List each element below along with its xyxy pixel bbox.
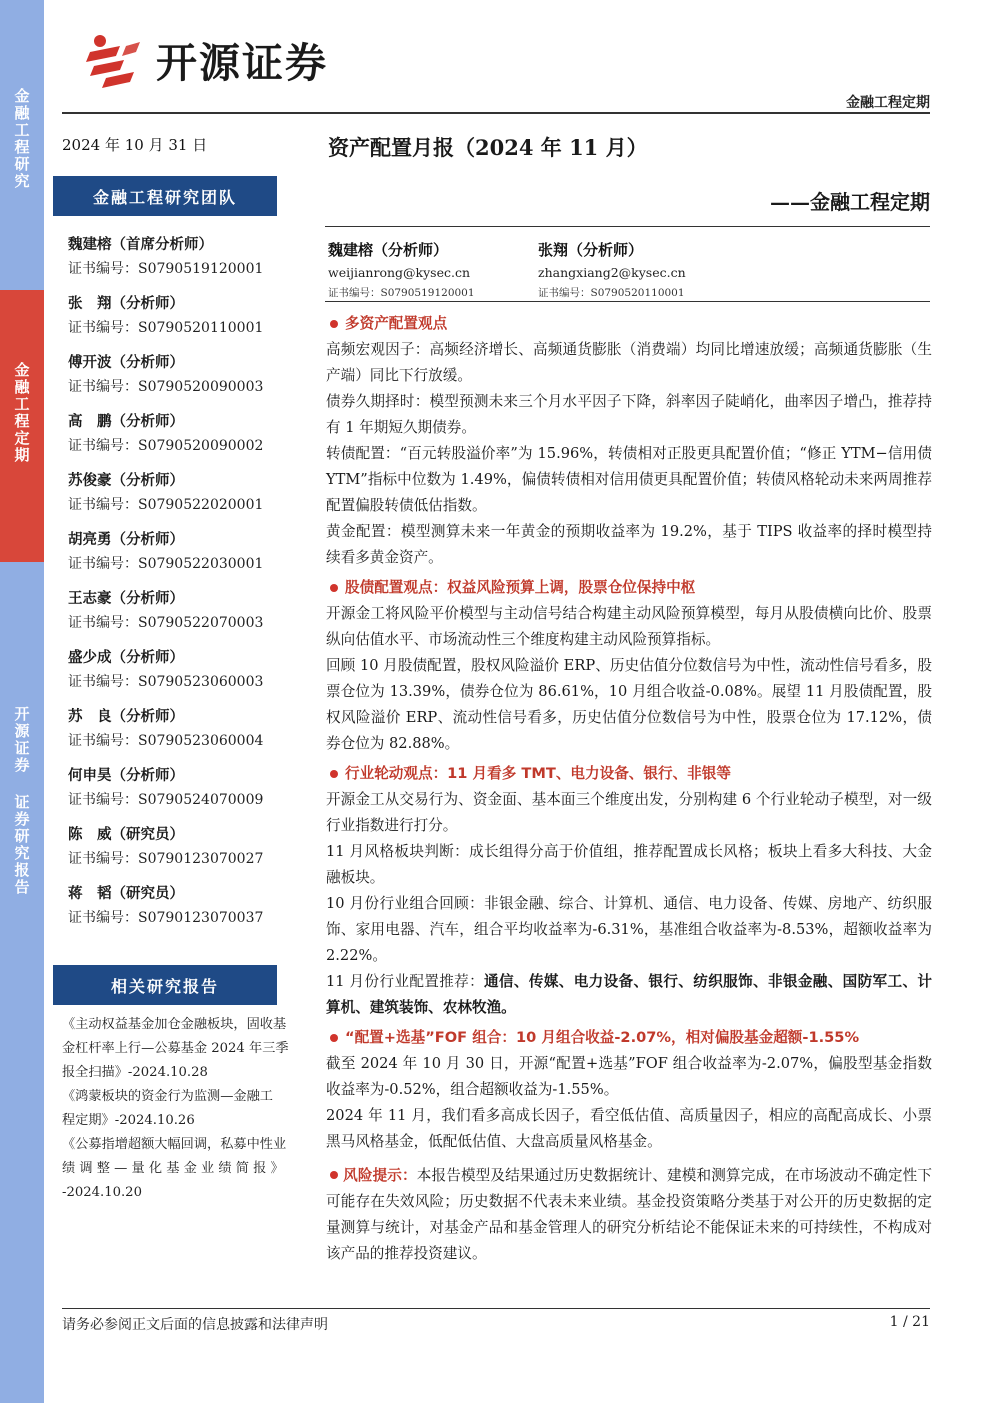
title-divider <box>325 226 930 227</box>
risk-label: 风险提示： <box>343 1167 417 1184</box>
author-block <box>538 238 686 302</box>
analyst-entry <box>68 233 288 281</box>
analyst-name: 张 翔（分析师） <box>68 296 184 312</box>
author-email[interactable]: weijianrong@kysec.cn <box>328 265 470 280</box>
analyst-cert: 证书编号：S0790520090002 <box>68 438 264 454</box>
analyst-cert: 证书编号：S0790520090003 <box>68 379 264 395</box>
section-heading-text: “配置+选基”FOF 组合：10 月组合收益-2.07%，相对偏股基金超额-1.55% <box>345 1029 860 1046</box>
analyst-name: 盛少成（分析师） <box>68 650 184 666</box>
analyst-name: 胡亮勇（分析师） <box>68 532 184 548</box>
report-summary <box>326 311 932 1267</box>
section-heading <box>326 1025 932 1051</box>
analyst-entry <box>68 351 288 399</box>
author-name: 张翔（分析师） <box>538 241 644 259</box>
analyst-cert: 证书编号：S0790519120001 <box>68 261 264 277</box>
analyst-cert: 证书编号：S0790522020001 <box>68 497 264 513</box>
paragraph: 10 月份行业组合回顾：非银金融、综合、计算机、通信、电力设备、传媒、房地产、纺织服饰、家用电器、汽车，组合平均收益率为-6.31%，基准组合收益率为-8.53%，超额收益率为 2.22%。 <box>326 895 932 964</box>
analyst-name: 何申昊（分析师） <box>68 768 184 784</box>
report-title: 资产配置月报（2024 年 11 月） <box>328 135 648 160</box>
logo-text: 开源证券 <box>156 39 328 87</box>
analyst-entry <box>68 410 288 458</box>
analyst-name: 陈 威（研究员） <box>68 827 184 843</box>
analyst-entry <box>68 587 288 635</box>
analyst-cert: 证书编号：S0790520110001 <box>68 320 264 336</box>
related-report-line[interactable]: 金杠杆率上行—公募基金 2024 年三季 <box>62 1041 289 1056</box>
bullet-dot-icon <box>330 770 338 778</box>
analyst-name: 傅开波（分析师） <box>68 355 184 371</box>
side-band-top <box>0 0 44 290</box>
analyst-name: 苏俊豪（分析师） <box>68 473 184 489</box>
analyst-name: 魏建榕（首席分析师） <box>68 237 213 253</box>
analyst-entry <box>68 646 288 694</box>
analyst-entry <box>68 705 288 753</box>
related-report-line[interactable]: 程定期》-2024.10.26 <box>62 1113 195 1128</box>
author-cert: 证书编号：S0790519120001 <box>328 287 475 299</box>
author-divider <box>325 301 930 302</box>
analyst-cert: 证书编号：S0790123070027 <box>68 851 264 867</box>
analyst-entry <box>68 764 288 812</box>
analyst-name: 高 鹏（分析师） <box>68 414 184 430</box>
recommend-industries: 通信、传媒、电力设备、银行、纺织服饰、非银金融、国防军工、计算机、建筑装饰、农林牧渔。 <box>326 973 932 1016</box>
side-band-middle-text: 金融工程定期 <box>12 362 31 464</box>
bullet-dot-icon <box>330 320 338 328</box>
section-heading <box>326 761 932 787</box>
paragraph: 债券久期择时：模型预测未来三个月水平因子下降，斜率因子陡峭化，曲率因子增凸，推荐持有 1 年期短久期债券。 <box>326 393 932 436</box>
side-band-bottom <box>0 562 44 1403</box>
analyst-cert: 证书编号：S0790523060004 <box>68 733 264 749</box>
related-report-line[interactable]: 绩 调 整 — 量 化 基 金 业 绩 简 报 》 <box>62 1161 284 1176</box>
analyst-cert: 证书编号：S0790524070009 <box>68 792 264 808</box>
paragraph: 2024 年 11 月，我们看多高成长因子，看空低估值、高质量因子，相应的高配高成长、小票黑马风格基金，低配低估值、大盘高质量风格基金。 <box>326 1107 932 1150</box>
header-divider <box>62 112 930 114</box>
page-number: 1 / 21 <box>889 1314 930 1330</box>
related-report-line[interactable]: 《公募指增超额大幅回调，私募中性业 <box>62 1137 287 1152</box>
header-tag: 金融工程定期 <box>846 95 930 111</box>
analyst-entry <box>68 823 288 871</box>
author-name: 魏建榕（分析师） <box>328 241 449 259</box>
bullet-dot-icon <box>330 1034 338 1042</box>
disclaimer-note: 请务必参阅正文后面的信息披露和法律声明 <box>62 1317 328 1333</box>
footer-divider <box>62 1308 930 1309</box>
section-heading <box>326 311 932 337</box>
paragraph: 开源金工将风险平价模型与主动信号结合构建主动风险预算模型，每月从股债横向比价、股票纵向估值水平、市场流动性三个维度构建主动风险预算指标。 <box>326 605 932 648</box>
paragraph: 转债配置：“百元转股溢价率”为 15.96%，转债相对正股更具配置价值；“修正 YTM−信用债 YTM”指标中位数为 1.49%，偏债转债相对信用债更具配置价值；转债风格轮动未来两周推荐配置偏股转债低估指数。 <box>326 445 932 514</box>
related-report-line[interactable]: 《主动权益基金加仓金融板块，固收基 <box>62 1017 287 1032</box>
risk-warning <box>326 1163 932 1267</box>
analyst-name: 蒋 韬（研究员） <box>68 886 184 902</box>
paragraph: 开源金工从交易行为、资金面、基本面三个维度出发，分别构建 6 个行业轮动子模型，对一级行业指数进行打分。 <box>326 791 932 834</box>
related-reports-title: 相关研究报告 <box>53 965 277 1005</box>
author-block <box>328 238 475 302</box>
author-cert: 证书编号：S0790520110001 <box>538 287 685 299</box>
section-heading-text: 多资产配置观点 <box>345 315 448 332</box>
risk-text: 本报告模型及结果通过历史数据统计、建模和测算完成，在市场波动不确定性下可能存在失效风险；历史数据不代表未来业绩。基金投资策略分类基于对公开的历史数据的定量测算与统计，对基金产品和基金管理人的研究分析结论不能保证未来的可持续性，不构成对该产品的推荐投资建议。 <box>326 1167 932 1262</box>
analyst-cert: 证书编号：S0790522030001 <box>68 556 264 572</box>
report-date: 2024 年 10 月 31 日 <box>62 136 208 154</box>
analyst-entry <box>68 292 288 340</box>
analyst-entry <box>68 528 288 576</box>
section-heading <box>326 575 932 601</box>
recommend-prefix: 11 月份行业配置推荐： <box>326 973 485 990</box>
related-report-line[interactable]: 报全扫描》-2024.10.28 <box>62 1065 208 1080</box>
paragraph: 11 月风格板块判断：成长组得分高于价值组，推荐配置成长风格；板块上看多大科技、大金融板块。 <box>326 843 932 886</box>
author-email[interactable]: zhangxiang2@kysec.cn <box>538 265 686 280</box>
side-band <box>0 0 44 1403</box>
analyst-cert: 证书编号：S0790522070003 <box>68 615 264 631</box>
company-logo <box>84 30 328 89</box>
paragraph: 黄金配置：模型测算未来一年黄金的预期收益率为 19.2%，基于 TIPS 收益率的择时模型持续看多黄金资产。 <box>326 523 932 566</box>
analyst-cert: 证书编号：S0790523060003 <box>68 674 264 690</box>
bullet-dot-icon <box>330 584 338 592</box>
paragraph <box>326 969 932 1021</box>
section-heading-text: 行业轮动观点：11 月看多 TMT、电力设备、银行、非银等 <box>345 765 731 782</box>
analyst-cert: 证书编号：S0790123070037 <box>68 910 264 926</box>
analyst-name: 王志豪（分析师） <box>68 591 184 607</box>
related-reports-list <box>62 1013 320 1205</box>
analyst-entry <box>68 469 288 517</box>
side-band-top-text: 金融工程研究 <box>12 88 31 190</box>
bullet-dot-icon <box>330 1171 338 1179</box>
section-heading-text: 股债配置观点：权益风险预算上调，股票仓位保持中枢 <box>345 579 696 596</box>
paragraph: 回顾 10 月股债配置，股权风险溢价 ERP、历史估值分位数信号为中性，流动性信号看多，股票仓位为 13.39%，债券仓位为 86.61%，10 月组合收益-0.08%。展望 11 月股债配置，股权风险溢价 ERP、流动性信号看多，历史估值分位数信号为中性，股票仓位为 17.12%，债券仓位为 82.88%。 <box>326 657 932 752</box>
related-report-line[interactable]: -2024.10.20 <box>62 1185 142 1200</box>
related-report-line[interactable]: 《鸿蒙板块的资金行为监测—金融工 <box>62 1089 273 1104</box>
analyst-entry <box>68 882 288 930</box>
paragraph: 高频宏观因子：高频经济增长、高频通货膨胀（消费端）均同比增速放缓；高频通货膨胀（生产端）同比下行放缓。 <box>326 341 932 384</box>
report-subtitle: ——金融工程定期 <box>770 190 930 214</box>
kysec-logo-icon <box>84 32 142 88</box>
side-band-middle <box>0 290 44 562</box>
analyst-name: 苏 良（分析师） <box>68 709 184 725</box>
side-band-bottom-text: 开源证券 证券研究报告 <box>12 706 31 896</box>
paragraph: 截至 2024 年 10 月 30 日，开源“配置+选基”FOF 组合收益率为-2.07%，偏股型基金指数收益率为-0.52%，组合超额收益为-1.55%。 <box>326 1055 932 1098</box>
team-title: 金融工程研究团队 <box>53 176 277 216</box>
